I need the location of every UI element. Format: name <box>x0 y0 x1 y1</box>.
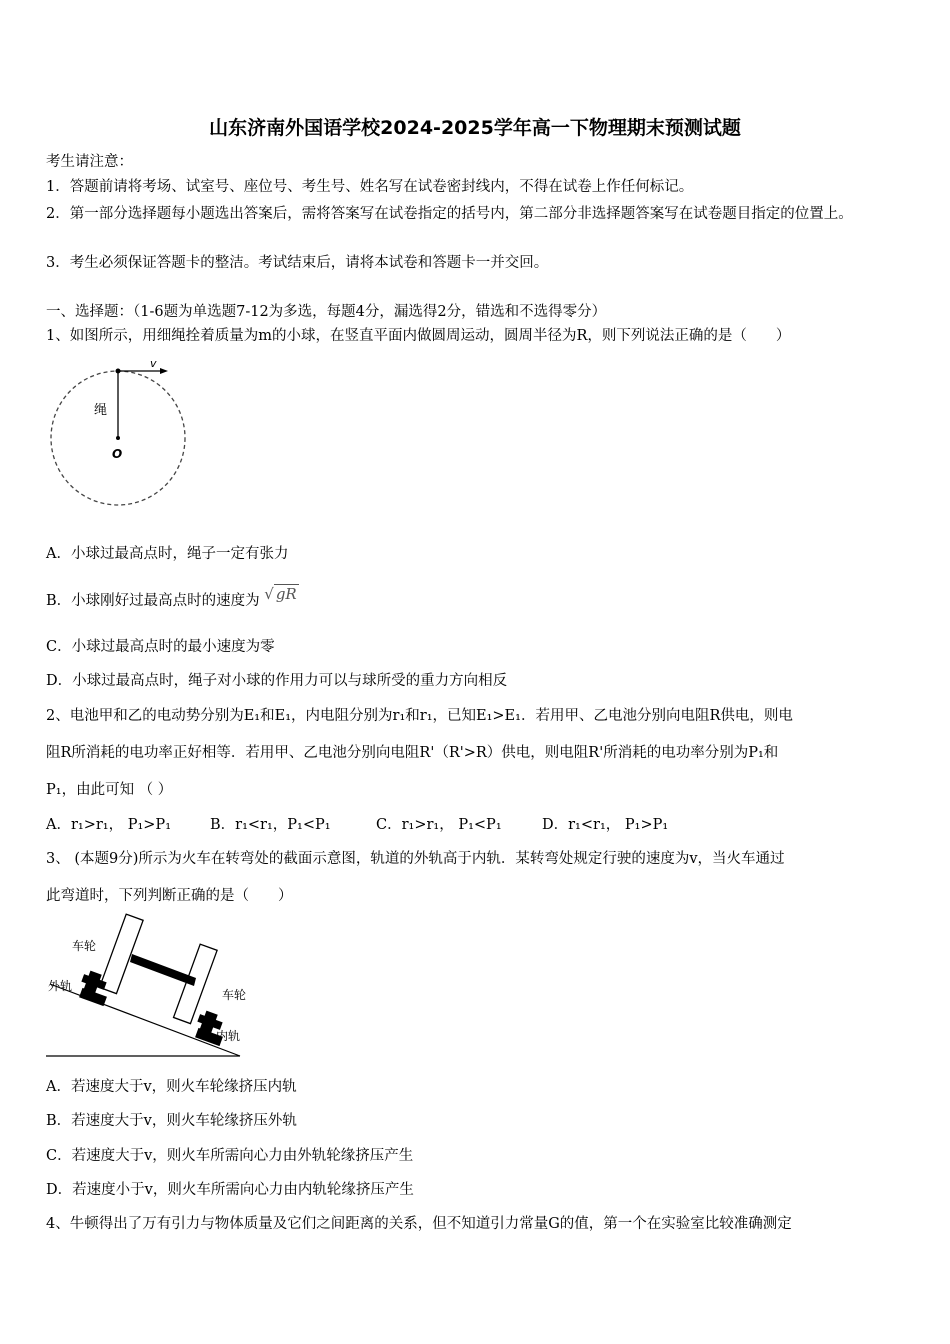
q1-option-a: A．小球过最高点时，绳子一定有张力 <box>46 546 289 562</box>
center-label: O <box>112 447 123 461</box>
notice-item-1: 1．答题前请将考场、试室号、座位号、考生号、姓名写在试卷密封线内，不得在试卷上作任何标记。 <box>46 179 694 195</box>
sqrt-radicand: gR <box>275 585 297 603</box>
q1-circle-figure <box>46 356 196 516</box>
axle <box>130 954 196 986</box>
q2-line1: 2、电池甲和乙的电动势分别为E₁和E₁，内电阻分别为r₁和r₁，已知E₁>E₁．若用甲、乙电池分别向电阻R供电，则电 <box>46 708 793 724</box>
outer-wheel <box>100 914 144 993</box>
q1-option-c: C．小球过最高点时的最小速度为零 <box>46 639 275 655</box>
q1-option-b <box>46 585 299 611</box>
q1-stem: 1、如图所示，用细绳拴着质量为m的小球，在竖直平面内做圆周运动，圆周半径为R，则下列说法正确的是（ ） <box>46 328 791 344</box>
inner-rail-label: 内轨 <box>216 1029 241 1043</box>
outer-rail-label: 外轨 <box>48 979 73 993</box>
rope-label: 绳 <box>94 403 108 418</box>
inner-wheel <box>174 944 218 1023</box>
notice-heading: 考生请注意： <box>46 154 133 170</box>
q2-options-row <box>46 815 668 835</box>
sqrt-expression: √ gR <box>264 585 297 603</box>
page-title: 山东济南外国语学校2024-2025学年高一下物理期末预测试题 <box>209 117 741 139</box>
arrow-head <box>160 368 168 374</box>
q4-line1: 4、牛顿得出了万有引力与物体质量及它们之间距离的关系，但不知道引力常量G的值，第一个在实验室比较准确测定 <box>46 1216 792 1232</box>
q2-option-b: B．r₁<r₁，P₁<P₁ <box>210 817 331 833</box>
velocity-label: v <box>150 357 157 370</box>
wheel-label-1: 车轮 <box>72 939 97 953</box>
notice-item-3: 3．考生必须保证答题卡的整洁。考试结束后，请将本试卷和答题卡一并交回。 <box>46 255 549 271</box>
section-heading: 一、选择题：（1-6题为单选题7-12为多选，每题4分，漏选得2分，错选和不选得零分） <box>46 304 607 320</box>
center-dot <box>116 436 120 440</box>
q3-line1: 3、 (本题9分)所示为火车在转弯处的截面示意图，轨道的外轨高于内轨．某转弯处规定行驶的速度为v，当火车通过 <box>46 851 785 867</box>
q2-option-c: C．r₁>r₁， P₁<P₁ <box>376 817 502 833</box>
q2-line2: 阻R所消耗的电功率正好相等．若用甲、乙电池分别向电阻R'（R'>R）供电，则电阻R'所消耗的电功率分别为P₁和 <box>46 745 779 761</box>
outer-rail <box>79 971 107 1006</box>
q2-line3: P₁，由此可知 （ ） <box>46 782 173 798</box>
q1-option-d: D．小球过最高点时，绳子对小球的作用力可以与球所受的重力方向相反 <box>46 673 508 689</box>
q3-train-figure <box>44 912 264 1062</box>
q3-option-d: D．若速度小于v，则火车所需向心力由内轨轮缘挤压产生 <box>46 1182 414 1198</box>
q2-option-d: D．r₁<r₁， P₁>P₁ <box>542 817 669 833</box>
q3-option-c: C．若速度大于v，则火车所需向心力由外轨轮缘挤压产生 <box>46 1148 414 1164</box>
q1-option-b-text: B．小球刚好过最高点时的速度为 <box>46 593 260 609</box>
notice-item-2: 2．第一部分选择题每小题选出答案后，需将答案写在试卷指定的括号内，第二部分非选择题答案写在试卷题目指定的位置上。 <box>46 206 853 222</box>
q3-option-b: B．若速度大于v，则火车轮缘挤压外轨 <box>46 1113 297 1129</box>
wheel-label-2: 车轮 <box>222 988 247 1002</box>
q2-option-a: A．r₁>r₁， P₁>P₁ <box>46 817 172 833</box>
q3-option-a: A．若速度大于v，则火车轮缘挤压内轨 <box>46 1079 297 1095</box>
q3-line2: 此弯道时，下列判断正确的是（ ） <box>46 888 293 904</box>
